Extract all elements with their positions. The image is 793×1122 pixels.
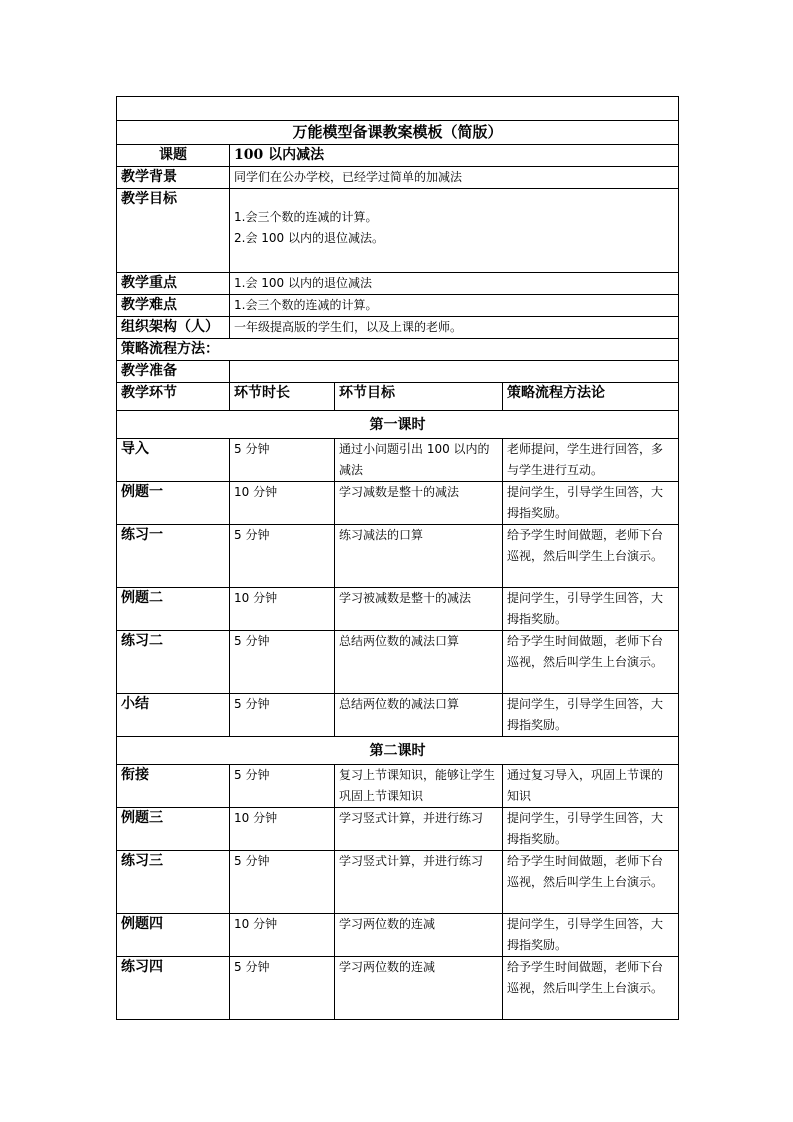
goal-cell: 学习两位数的连减	[335, 957, 503, 1020]
table-row	[117, 525, 679, 588]
col-header-goal: 环节目标	[335, 383, 503, 411]
key-value: 1.会 100 以内的退位减法	[230, 273, 679, 295]
time-cell: 5 分钟	[230, 765, 335, 808]
table-row	[117, 808, 679, 851]
step-cell: 练习二	[117, 631, 230, 694]
goal-cell: 通过小问题引出 100 以内的减法	[335, 439, 503, 482]
method-cell: 老师提问，学生进行回答，多与学生进行互动。	[503, 439, 679, 482]
step-cell: 小结	[117, 694, 230, 737]
goal-cell: 总结两位数的减法口算	[335, 631, 503, 694]
col-header-method: 策略流程方法论	[503, 383, 679, 411]
topic-label: 课题	[117, 145, 230, 167]
step-cell: 例题二	[117, 588, 230, 631]
col-header-step: 教学环节	[117, 383, 230, 411]
strategy-row	[117, 339, 679, 361]
method-cell: 通过复习导入，巩固上节课的知识	[503, 765, 679, 808]
step-cell: 练习一	[117, 525, 230, 588]
goal-cell: 复习上节课知识，能够让学生巩固上节课知识	[335, 765, 503, 808]
goal-cell: 总结两位数的减法口算	[335, 694, 503, 737]
topic-value: 100 以内减法	[230, 145, 679, 167]
method-cell: 给予学生时间做题，老师下台巡视，然后叫学生上台演示。	[503, 957, 679, 1020]
time-cell: 10 分钟	[230, 808, 335, 851]
prep-row	[117, 361, 679, 383]
method-cell: 给予学生时间做题，老师下台巡视，然后叫学生上台演示。	[503, 851, 679, 914]
time-cell: 5 分钟	[230, 439, 335, 482]
method-cell: 给予学生时间做题，老师下台巡视，然后叫学生上台演示。	[503, 631, 679, 694]
time-cell: 10 分钟	[230, 914, 335, 957]
table-row	[117, 631, 679, 694]
background-value: 同学们在公办学校，已经学过简单的加减法	[230, 167, 679, 189]
method-cell: 提问学生，引导学生回答，大拇指奖励。	[503, 588, 679, 631]
lesson-plan-table	[116, 96, 679, 1020]
session-header-row	[117, 411, 679, 439]
table-row	[117, 482, 679, 525]
time-cell: 10 分钟	[230, 482, 335, 525]
title-row	[117, 121, 679, 145]
step-cell: 例题三	[117, 808, 230, 851]
table-row	[117, 588, 679, 631]
goals-label: 教学目标	[117, 189, 230, 273]
table-row	[117, 914, 679, 957]
col-header-time: 环节时长	[230, 383, 335, 411]
topic-row	[117, 145, 679, 167]
goals-cell	[230, 189, 679, 273]
table-row	[117, 957, 679, 1020]
strategy-label: 策略流程方法：	[117, 339, 679, 361]
time-cell: 5 分钟	[230, 851, 335, 914]
blank-top-row	[117, 97, 679, 121]
session-title: 第一课时	[117, 411, 679, 439]
method-cell: 给予学生时间做题，老师下台巡视，然后叫学生上台演示。	[503, 525, 679, 588]
blank-cell	[117, 97, 679, 121]
prep-label: 教学准备	[117, 361, 230, 383]
difficulty-row	[117, 295, 679, 317]
step-cell: 练习四	[117, 957, 230, 1020]
key-label: 教学重点	[117, 273, 230, 295]
difficulty-value: 1.会三个数的连减的计算。	[230, 295, 679, 317]
method-cell: 提问学生，引导学生回答，大拇指奖励。	[503, 808, 679, 851]
step-cell: 衔接	[117, 765, 230, 808]
goals-row	[117, 189, 679, 273]
table-row	[117, 694, 679, 737]
session-title: 第二课时	[117, 737, 679, 765]
time-cell: 5 分钟	[230, 525, 335, 588]
goal-cell: 学习减数是整十的减法	[335, 482, 503, 525]
step-cell: 例题四	[117, 914, 230, 957]
difficulty-label: 教学难点	[117, 295, 230, 317]
goal-item: 2.会 100 以内的退位减法。	[234, 231, 384, 245]
table-row	[117, 439, 679, 482]
background-label: 教学背景	[117, 167, 230, 189]
doc-title: 万能模型备课教案模板（简版）	[117, 121, 679, 145]
method-cell: 提问学生，引导学生回答，大拇指奖励。	[503, 914, 679, 957]
step-cell: 练习三	[117, 851, 230, 914]
org-label: 组织架构（人）	[117, 317, 230, 339]
goal-cell: 练习减法的口算	[335, 525, 503, 588]
time-cell: 5 分钟	[230, 631, 335, 694]
method-cell: 提问学生，引导学生回答，大拇指奖励。	[503, 694, 679, 737]
org-row	[117, 317, 679, 339]
time-cell: 5 分钟	[230, 957, 335, 1020]
goal-cell: 学习两位数的连减	[335, 914, 503, 957]
org-value: 一年级提高版的学生们，以及上课的老师。	[230, 317, 679, 339]
step-cell: 例题一	[117, 482, 230, 525]
prep-value	[230, 361, 679, 383]
column-header-row	[117, 383, 679, 411]
table-row	[117, 765, 679, 808]
session-header-row	[117, 737, 679, 765]
goal-item: 1.会三个数的连减的计算。	[234, 210, 378, 224]
time-cell: 10 分钟	[230, 588, 335, 631]
table-row	[117, 851, 679, 914]
time-cell: 5 分钟	[230, 694, 335, 737]
step-cell: 导入	[117, 439, 230, 482]
background-row	[117, 167, 679, 189]
goal-cell: 学习被减数是整十的减法	[335, 588, 503, 631]
goal-cell: 学习竖式计算，并进行练习	[335, 851, 503, 914]
method-cell: 提问学生，引导学生回答，大拇指奖励。	[503, 482, 679, 525]
key-row	[117, 273, 679, 295]
goal-cell: 学习竖式计算，并进行练习	[335, 808, 503, 851]
